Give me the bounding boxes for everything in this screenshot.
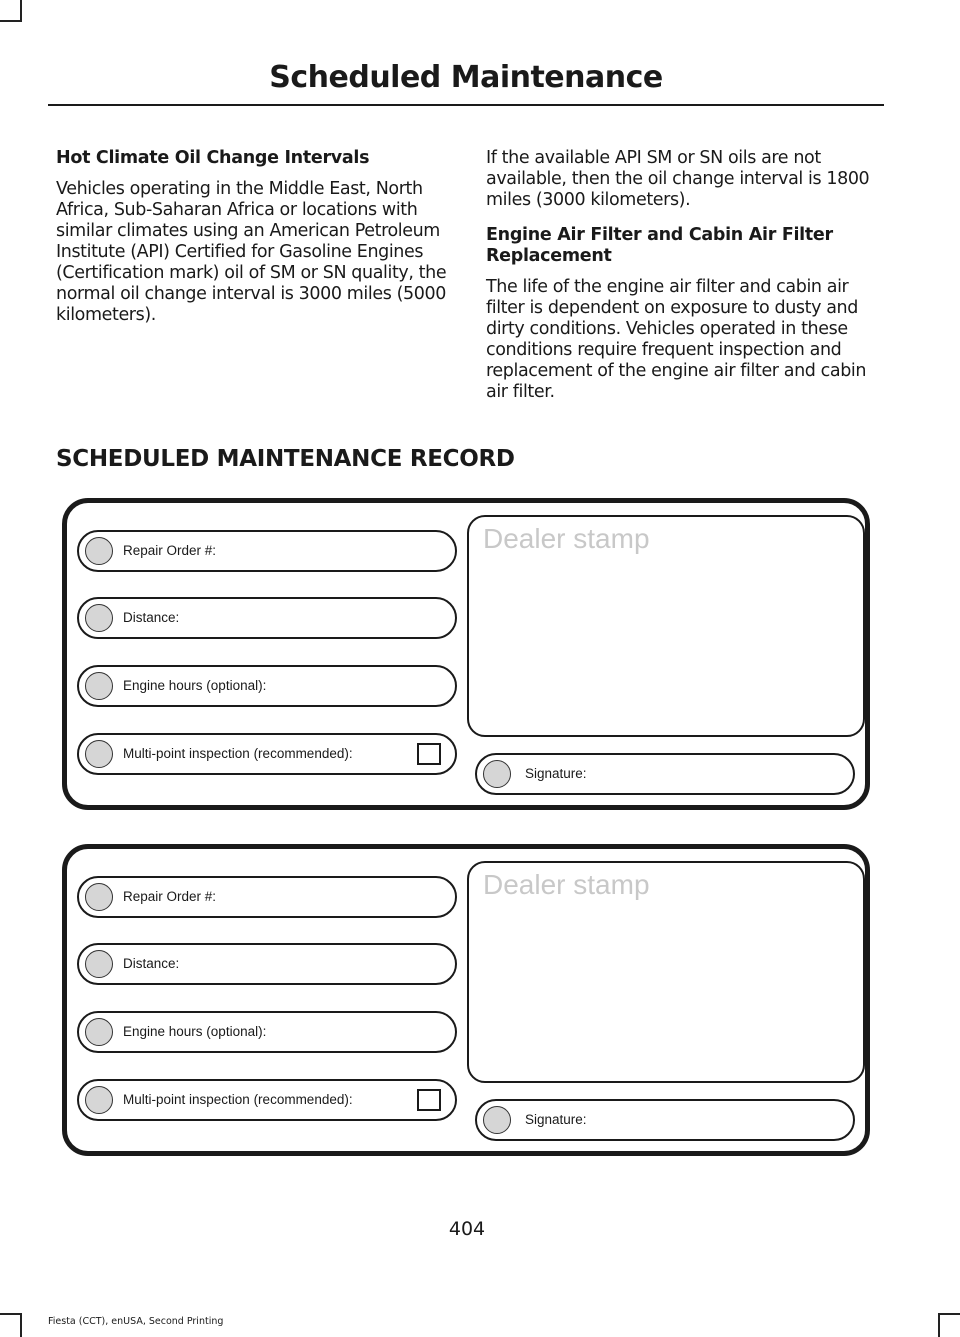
dealer-stamp-box — [467, 861, 865, 1083]
page-number: 404 — [448, 1218, 486, 1240]
left-column — [56, 148, 448, 340]
field-dot-icon — [483, 760, 511, 788]
field-dot-icon — [85, 740, 113, 768]
inspection-checkbox[interactable] — [417, 1089, 441, 1111]
field-dot-icon — [85, 1018, 113, 1046]
air-filter-heading: Engine Air Filter and Cabin Air Filter Replacement — [486, 225, 833, 266]
signature-field[interactable] — [475, 753, 855, 795]
edition-footer: Fiesta (CCT), enUSA, Second Printing — [48, 1316, 224, 1327]
signature-label: Signature: — [525, 1112, 587, 1127]
page-title: Scheduled Maintenance — [269, 60, 663, 95]
field-dot-icon — [85, 883, 113, 911]
field-dot-icon — [85, 537, 113, 565]
dealer-stamp-box — [467, 515, 865, 737]
engine-hours-label: Engine hours (optional): — [123, 678, 267, 693]
distance-field[interactable] — [77, 943, 457, 985]
maintenance-record-1 — [62, 498, 870, 810]
engine-hours-label: Engine hours (optional): — [123, 1024, 267, 1039]
repair-order-label: Repair Order #: — [123, 543, 217, 558]
inspection-field — [77, 733, 457, 775]
signature-label: Signature: — [525, 766, 587, 781]
distance-field[interactable] — [77, 597, 457, 639]
engine-hours-field[interactable] — [77, 1011, 457, 1053]
maintenance-record-2 — [62, 844, 870, 1156]
distance-label: Distance: — [123, 610, 180, 625]
field-dot-icon — [85, 604, 113, 632]
repair-order-label: Repair Order #: — [123, 889, 217, 904]
inspection-checkbox[interactable] — [417, 743, 441, 765]
engine-hours-field[interactable] — [77, 665, 457, 707]
right-column — [486, 148, 878, 417]
crop-mark-top-left — [20, 0, 22, 22]
signature-field[interactable] — [475, 1099, 855, 1141]
hot-climate-heading: Hot Climate Oil Change Intervals — [56, 148, 370, 168]
dealer-stamp-label: Dealer stamp — [483, 869, 650, 900]
crop-mark-bottom-left — [0, 1313, 22, 1315]
section-heading: SCHEDULED MAINTENANCE RECORD — [56, 446, 515, 472]
field-dot-icon — [483, 1106, 511, 1134]
field-dot-icon — [85, 1086, 113, 1114]
inspection-field — [77, 1079, 457, 1121]
hot-climate-paragraph: Vehicles operating in the Middle East, North Africa, Sub-Saharan Africa or locations with similar climates using an American Petroleum Institute (API) Certified for Gasoline Engines (Certification mark) oil of SM or SN quality, the normal oil change interval is 3000 miles (5000 kilometers). — [56, 179, 447, 325]
field-dot-icon — [85, 950, 113, 978]
repair-order-field[interactable] — [77, 530, 457, 572]
field-dot-icon — [85, 672, 113, 700]
oil-availability-paragraph: If the available API SM or SN oils are not available, then the oil change interval is 1800 miles (3000 kilometers). — [486, 148, 870, 210]
air-filter-paragraph: The life of the engine air filter and cabin air filter is dependent on exposure to dusty and dirty conditions. Vehicles operated in these conditions require frequent inspection and replacement of the engine air filter and cabin air filter. — [486, 277, 867, 402]
repair-order-field[interactable] — [77, 876, 457, 918]
crop-mark-bottom-right — [938, 1313, 960, 1315]
distance-label: Distance: — [123, 956, 180, 971]
dealer-stamp-label: Dealer stamp — [483, 523, 650, 554]
crop-mark-bottom-right — [938, 1313, 940, 1337]
title-rule — [48, 104, 884, 106]
crop-mark-top-left — [0, 20, 22, 22]
inspection-label: Multi-point inspection (recommended): — [123, 746, 353, 761]
inspection-label: Multi-point inspection (recommended): — [123, 1092, 353, 1107]
crop-mark-bottom-left — [20, 1313, 22, 1337]
